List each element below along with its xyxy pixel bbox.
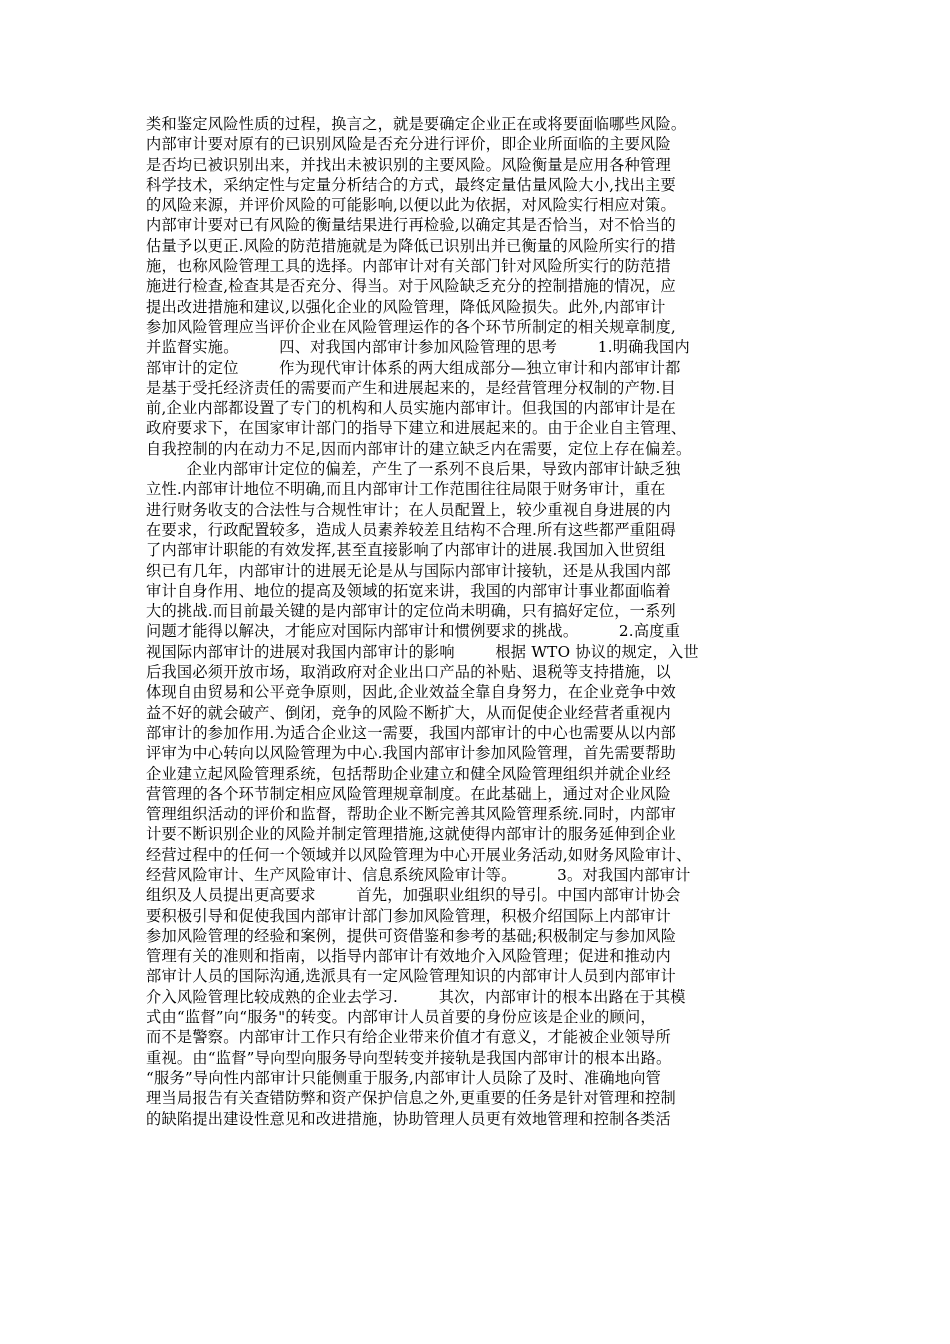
text-line: 审计自身作用、地位的提高及领域的拓宽来讲，我国的内部审计事业都面临着: [146, 581, 671, 600]
text-line: 经营过程中的任何一个领域并以风险管理为中心开展业务活动,如财务风险审计、: [146, 845, 692, 864]
text-line: 大的挑战.而目前最关键的是内部审计的定位尚未明确，只有搞好定位，一系列: [146, 602, 676, 621]
text-line: 评审为中心转向以风险管理为中心.我国内部审计参加风险管理，首先需要帮助: [146, 744, 676, 763]
text-line: 织已有几年，内部审计的进展无论是从与国际内部审计接轨，还是从我国内部: [146, 561, 671, 580]
text-line: 类和鉴定风险性质的过程，换言之，就是要确定企业正在或将要面临哪些风险。: [146, 115, 687, 133]
text-line: 经营风险审计、生产风险审计、信息系统风险审计等。 3。对我国内部审计: [146, 865, 691, 884]
text-line: 部审计人员的国际沟通,选派具有一定风险管理知识的内部审计人员到内部审计: [146, 967, 676, 986]
text-line: 计要不断识别企业的风险并制定管理措施,这就使得内部审计的服务延伸到企业: [146, 825, 676, 844]
text-line: 部审计的定位 作为现代审计体系的两大组成部分—独立审计和内部审计都: [146, 358, 681, 377]
text-line: 视国际内部审计的进展对我国内部审计的影响 根据 WTO 协议的规定，入世: [146, 642, 699, 661]
text-line: 了内部审计职能的有效发挥,甚至直接影响了内部审计的进展.我国加入世贸组: [146, 541, 666, 560]
text-line: 是否均已被识别出来，并找出未被识别的主要风险。风险衡量是应用各种管理: [146, 155, 671, 174]
text-line: 进行财务收支的合法性与合规性审计；在人员配置上，较少重视自身进展的内: [146, 500, 671, 519]
text-line: 是基于受托经济责任的需要而产生和进展起来的，是经营管理分权制的产物.目: [146, 378, 676, 397]
text-line: 问题才能得以解决，才能应对国际内部审计和惯例要求的挑战。 2.高度重: [146, 622, 681, 641]
text-line: 内部审计要对原有的已识别风险是否充分进行评价，即企业所面临的主要风险: [146, 135, 671, 154]
text-line: 政府要求下，在国家审计部门的指导下建立和进展起来的。由于企业自主管理、: [146, 419, 687, 438]
text-line: 内部审计要对已有风险的衡量结果进行再检验,以确定其是否恰当，对不恰当的: [146, 216, 676, 235]
text-line: 企业内部审计定位的偏差，产生了一系列不良后果，导致内部审计缺乏独: [146, 460, 681, 479]
text-line: 体现自由贸易和公平竞争原则，因此,企业效益全靠自身努力，在企业竞争中效: [146, 683, 676, 702]
text-line: 提出改进措施和建议,以强化企业的风险管理，降低风险损失。此外,内部审计: [146, 297, 666, 316]
text-line: 后我国必须开放市场，取消政府对企业出口产品的补贴、退税等支持措施，以: [146, 663, 671, 682]
text-line: 参加风险管理应当评价企业在风险管理运作的各个环节所制定的相关规章制度,: [146, 317, 676, 336]
text-line: 营管理的各个环节制定相应风险管理规章制度。在此基础上，通过对企业风险: [146, 784, 671, 803]
body-text: [146, 114, 816, 1129]
text-line: 部审计的参加作用.为适合企业这一需要，我国内部审计的中心也需要从以内部: [146, 723, 676, 742]
text-line: 自我控制的内在动力不足,因而内部审计的建立缺乏内在需要，定位上存在偏差。: [146, 439, 692, 458]
text-line: 介入风险管理比较成熟的企业去学习. 其次，内部审计的根本出路在于其模: [146, 987, 686, 1006]
text-line: 在要求，行政配置较多，造成人员素养较差且结构不合理.所有这些都严重阻碍: [146, 520, 676, 539]
text-line: 而不是警察。内部审计工作只有给企业带来价值才有意义，才能被企业领导所: [146, 1028, 671, 1047]
text-line: “服务”导向性内部审计只能侧重于服务,内部审计人员除了及时、准确地向管: [146, 1068, 662, 1087]
text-line: 企业建立起风险管理系统，包括帮助企业建立和健全风险管理组织并就企业经: [146, 764, 671, 783]
text-line: 要积极引导和促使我国内部审计部门参加风险管理，积极介绍国际上内部审计: [146, 906, 671, 925]
text-line: 的缺陷提出建设性意见和改进措施，协助管理人员更有效地管理和控制各类活: [146, 1109, 671, 1128]
text-line: 理当局报告有关查错防弊和资产保护信息之外,更重要的任务是针对管理和控制: [146, 1089, 676, 1108]
text-line: 并监督实施。 四、对我国内部审计参加风险管理的思考 1.明确我国内: [146, 338, 690, 357]
text-line: 前,企业内部都设置了专门的机构和人员实施内部审计。但我国的内部审计是在: [146, 399, 676, 418]
text-line: 组织及人员提出更高要求 首先，加强职业组织的导引。中国内部审计协会: [146, 886, 681, 905]
text-line: 施进行检查,检查其是否充分、得当。对于风险缺乏充分的控制措施的情况，应: [146, 277, 676, 296]
text-line: 益不好的就会破产、倒闭，竞争的风险不断扩大，从而促使企业经营者重视内: [146, 703, 671, 722]
text-line: 科学技术，采纳定性与定量分析结合的方式，最终定量估量风险大小,找出主要: [146, 175, 676, 194]
text-line: 式由“监督”向“服务"的转变。内部审计人员首要的身份应该是企业的顾问，: [146, 1008, 656, 1027]
text-line: 立性.内部审计地位不明确,而且内部审计工作范围往往局限于财务审计，重在: [146, 480, 666, 499]
text-line: 的风险来源，并评价风险的可能影响,以便以此为依据，对风险实行相应对策。: [146, 196, 676, 215]
text-line: 管理有关的准则和指南，以指导内部审计有效地介入风险管理；促进和推动内: [146, 947, 671, 966]
text-line: 估量予以更正.风险的防范措施就是为降低已识别出并已衡量的风险所实行的措: [146, 236, 676, 255]
text-line: 施，也称风险管理工具的选择。内部审计对有关部门针对风险所实行的防范措: [146, 257, 671, 276]
text-line: 重视。由“监督”导向型向服务导向型转变并接轨是我国内部审计的根本出路。: [146, 1048, 672, 1067]
text-line: 参加风险管理的经验和案例，提供可资借鉴和参考的基础;积极制定与参加风险: [146, 926, 677, 945]
text-line: 管理组织活动的评价和监督，帮助企业不断完善其风险管理系统.同时，内部审: [146, 805, 676, 824]
